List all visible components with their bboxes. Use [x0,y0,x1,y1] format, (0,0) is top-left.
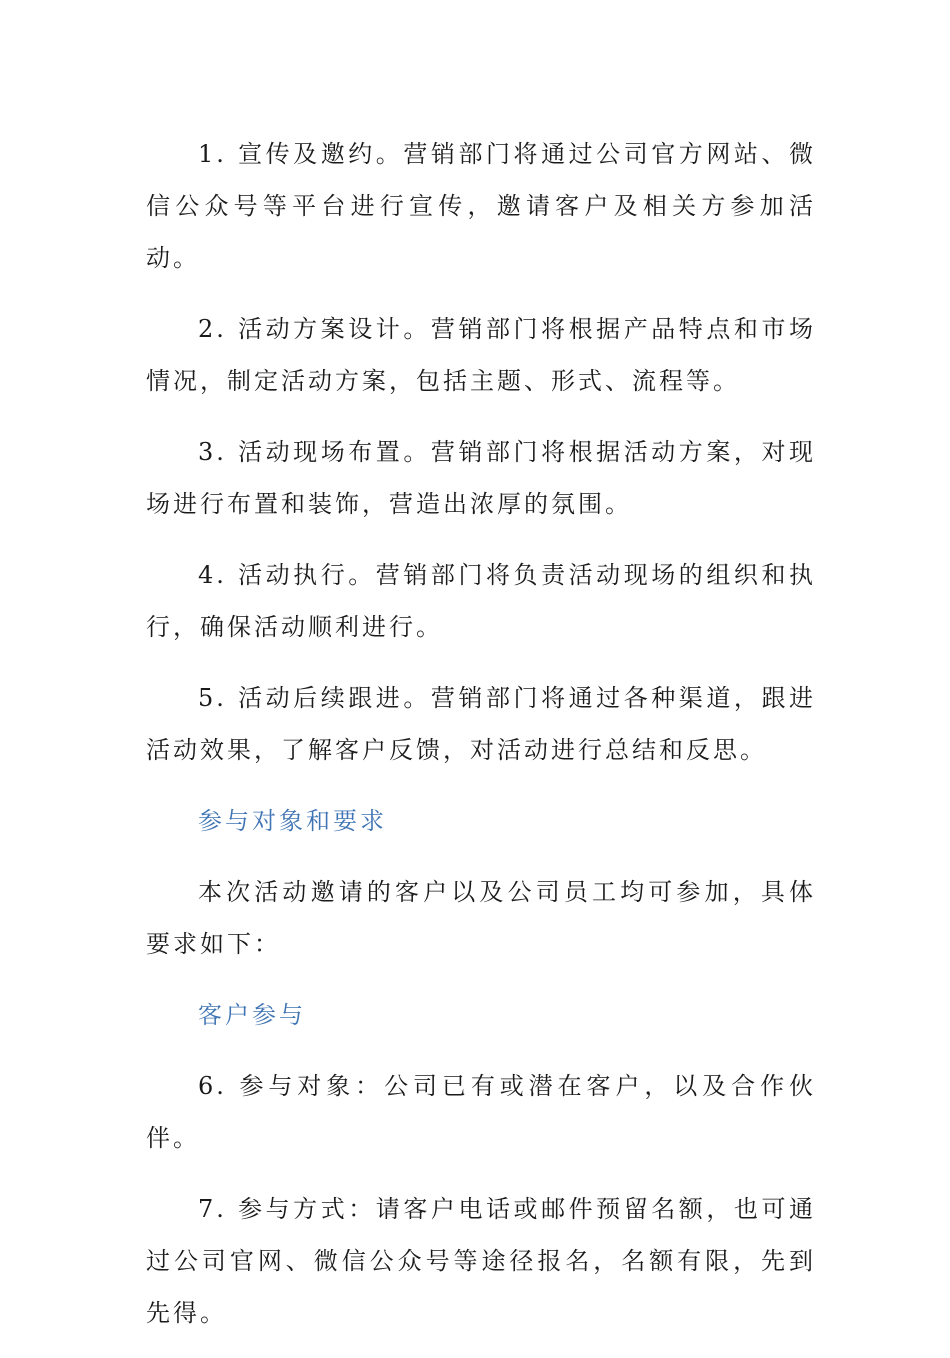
subsection-heading-customers: 客户参与 [198,1001,306,1029]
item-2-plan-design: 2. 活动方案设计。营销部门将根据产品特点和市场情况，制定活动方案，包括主题、形式、流程等。 [146,315,816,395]
item-7-method: 7. 参与方式：请客户电话或邮件预留名额，也可通过公司官网、微信公众号等途径报名，名额有限，先到先得。 [146,1195,816,1327]
item-6-target: 6. 参与对象：公司已有或潜在客户，以及合作伙伴。 [146,1072,816,1152]
document-body [146,128,816,1358]
item-5-follow-up: 5. 活动后续跟进。营销部门将通过各种渠道，跟进活动效果，了解客户反馈，对活动进行总结和反思。 [146,684,816,764]
item-1-publicity: 1. 宣传及邀约。营销部门将通过公司官方网站、微信公众号等平台进行宣传，邀请客户及相关方参加活动。 [146,140,816,272]
item-4-execution: 4. 活动执行。营销部门将负责活动现场的组织和执行，确保活动顺利进行。 [146,561,816,641]
section-heading-participants: 参与对象和要求 [198,807,387,835]
participants-intro: 本次活动邀请的客户以及公司员工均可参加，具体要求如下： [146,878,816,958]
item-3-venue-setup: 3. 活动现场布置。营销部门将根据活动方案，对现场进行布置和装饰，营造出浓厚的氛围。 [146,438,816,518]
